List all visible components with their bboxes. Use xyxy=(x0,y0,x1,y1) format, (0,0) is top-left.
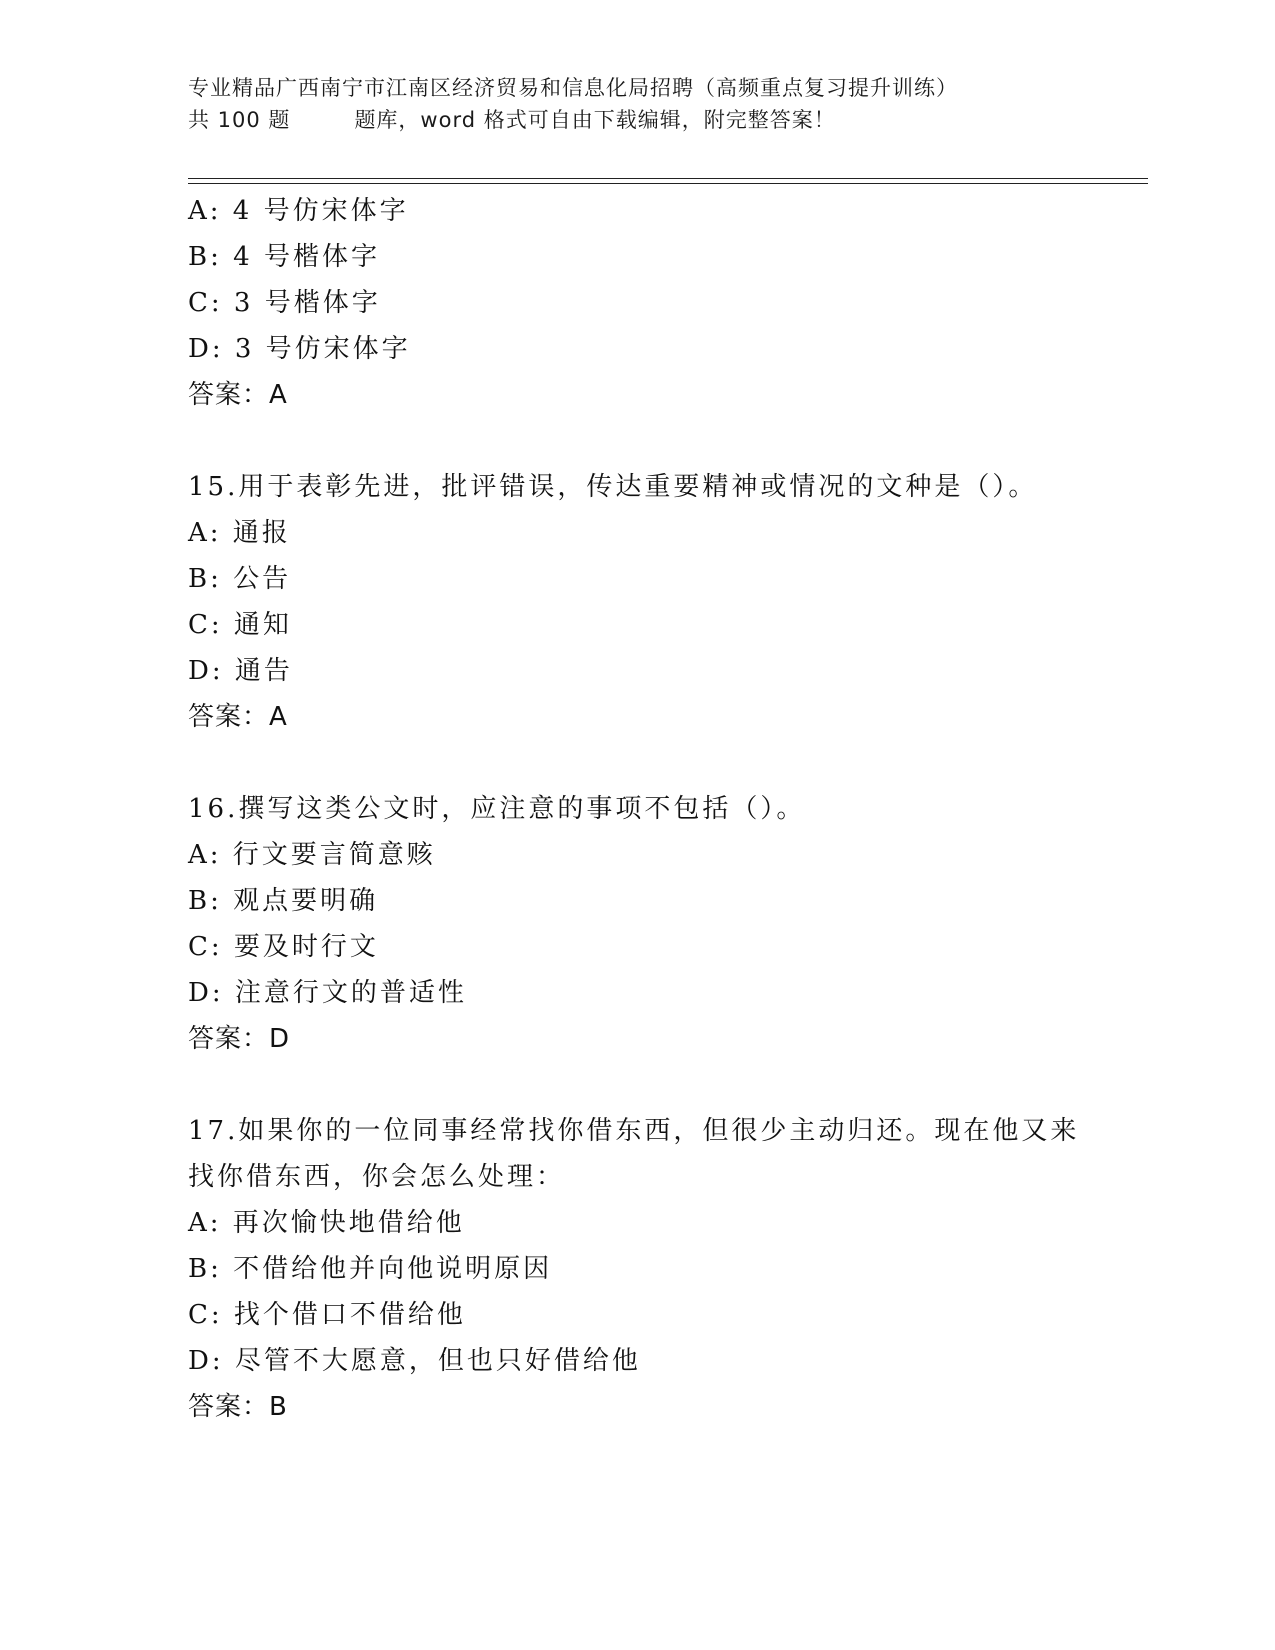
option-b: B: 不借给他并向他说明原因 xyxy=(188,1254,553,1284)
option-b: B: 公告 xyxy=(188,564,292,594)
question-title: 15.用于表彰先进，批评错误，传达重要精神或情况的文种是（）。 xyxy=(188,472,1038,502)
option-a: A: 通报 xyxy=(188,518,291,548)
header-rule-bottom xyxy=(188,183,1148,184)
answer: 答案：A xyxy=(188,380,288,410)
question-list xyxy=(188,188,1148,1430)
question-14-continued xyxy=(188,188,1148,418)
question-title-line-1: 17.如果你的一位同事经常找你借东西，但很少主动归还。现在他又来 xyxy=(188,1116,1080,1146)
question-15 xyxy=(188,464,1148,740)
option-d: D: 3 号仿宋体字 xyxy=(188,334,411,364)
header-subtitle xyxy=(188,104,1148,136)
option-b: B: 4 号楷体字 xyxy=(188,242,380,272)
option-a: A: 再次愉快地借给他 xyxy=(188,1208,465,1238)
option-c: C: 通知 xyxy=(188,610,292,640)
option-c: C: 找个借口不借给他 xyxy=(188,1300,466,1330)
option-b: B: 观点要明确 xyxy=(188,886,379,916)
question-17 xyxy=(188,1108,1148,1430)
option-a: A: 行文要言简意赅 xyxy=(188,840,436,870)
question-title-line-2: 找你借东西，你会怎么处理： xyxy=(188,1162,566,1192)
header-title: 专业精品广西南宁市江南区经济贸易和信息化局招聘（高频重点复习提升训练） xyxy=(188,76,958,100)
document-header xyxy=(188,72,1148,136)
header-rule-top xyxy=(188,178,1148,179)
option-c: C: 3 号楷体字 xyxy=(188,288,381,318)
answer: 答案：D xyxy=(188,1024,291,1054)
answer: 答案：A xyxy=(188,702,288,732)
header-question-count: 共 100 题 xyxy=(188,108,291,132)
header-description: 题库，word 格式可自由下载编辑，附完整答案！ xyxy=(354,108,836,132)
answer: 答案：B xyxy=(188,1392,288,1422)
option-c: C: 要及时行文 xyxy=(188,932,379,962)
question-16 xyxy=(188,786,1148,1062)
question-title: 16.撰写这类公文时，应注意的事项不包括（）。 xyxy=(188,794,806,824)
option-d: D: 注意行文的普适性 xyxy=(188,978,467,1008)
option-d: D: 尽管不大愿意，但也只好借给他 xyxy=(188,1346,641,1376)
option-a: A: 4 号仿宋体字 xyxy=(188,196,409,226)
option-d: D: 通告 xyxy=(188,656,293,686)
